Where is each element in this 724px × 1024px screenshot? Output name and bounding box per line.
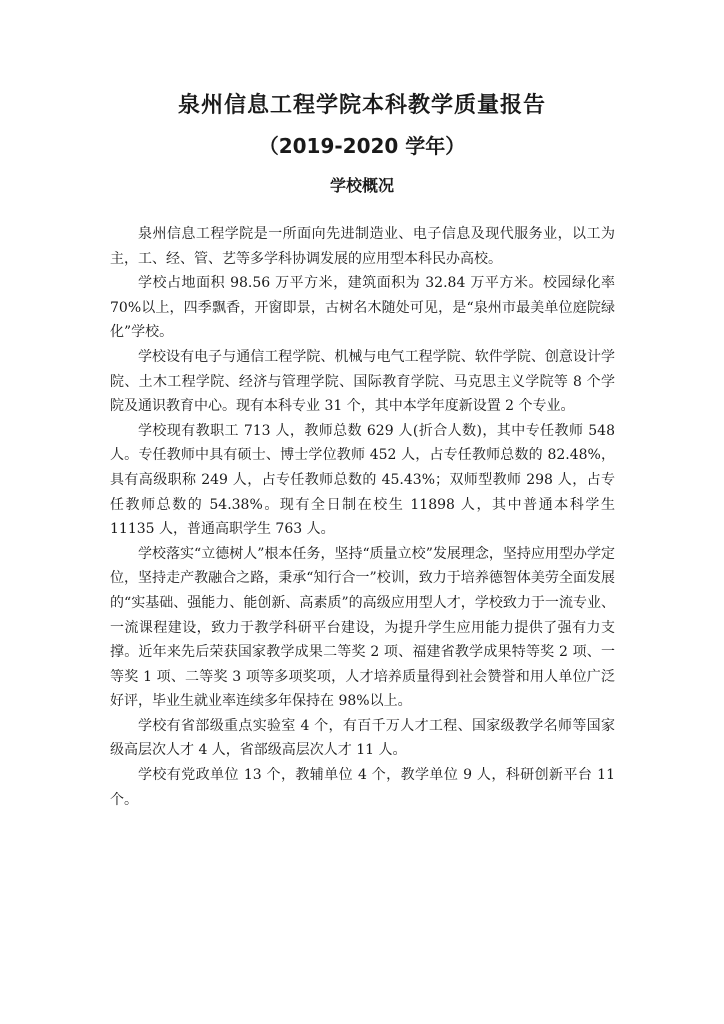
paragraph: 学校有省部级重点实验室 4 个，有百千万人才工程、国家级教学名师等国家级高层次人才 4 人，省部级高层次人才 11 人。 [110,717,615,759]
body-text [110,222,615,812]
section-heading: 学校概况 [329,176,394,195]
paragraph: 学校占地面积 98.56 万平方米，建筑面积为 32.84 万平方米。校园绿化率 70%以上，四季飘香，开窗即景，古树名木随处可见，是“泉州市最美单位庭院绿化”学校。 [110,275,615,341]
paragraph: 学校有党政单位 13 个，教辅单位 4 个，教学单位 9 人，科研创新平台 11 个。 [110,767,615,808]
paragraph: 学校设有电子与通信工程学院、机械与电气工程学院、软件学院、创意设计学院、土木工程学院、经济与管理学院、国际教育学院、马克思主义学院等 8 个学院及通识教育中心。现有本科专业 31 个，其中本学年度新设置 2 个专业。 [110,348,615,415]
paragraph: 泉州信息工程学院是一所面向先进制造业、电子信息及现代服务业，以工为主，工、经、管、艺等多学科协调发展的应用型本科民办高校。 [110,226,615,267]
paragraph: 学校现有教职工 713 人，教师总数 629 人(折合人数)，其中专任教师 548 人。专任教师中具有硕士、博士学位教师 452 人，占专任教师总数的 82.48%，具有高级职称 249 人，占专任教师总数的 45.43%；双师型教师 298 人，占专任教师总数的 54.38%。现有全日制在校生 11898 人，其中普通本科学生 11135 人，普通高职学生 763 人。 [110,422,615,538]
report-subtitle: （2019-2020 学年） [258,134,466,158]
paragraph: 学校落实“立德树人”根本任务，坚持“质量立校”发展理念，坚持应用型办学定位，坚持走产教融合之路，秉承“知行合一”校训，致力于培养德智体美劳全面发展的“实基础、强能力、能创新、高素质”的高级应用型人才，学校致力于一流专业、一流课程建设，致力于教学科研平台建设，为提升学生应用能力提供了强有力支撑。近年来先后荣获国家教学成果二等奖 2 项、福建省教学成果特等奖 2 项、一等奖 1 项、二等奖 3 项等多项奖项，人才培养质量得到社会赞誉和用人单位广泛好评，毕业生就业率连续多年保持在 98%以上。 [110,545,615,710]
report-title: 泉州信息工程学院本科教学质量报告 [177,93,546,118]
